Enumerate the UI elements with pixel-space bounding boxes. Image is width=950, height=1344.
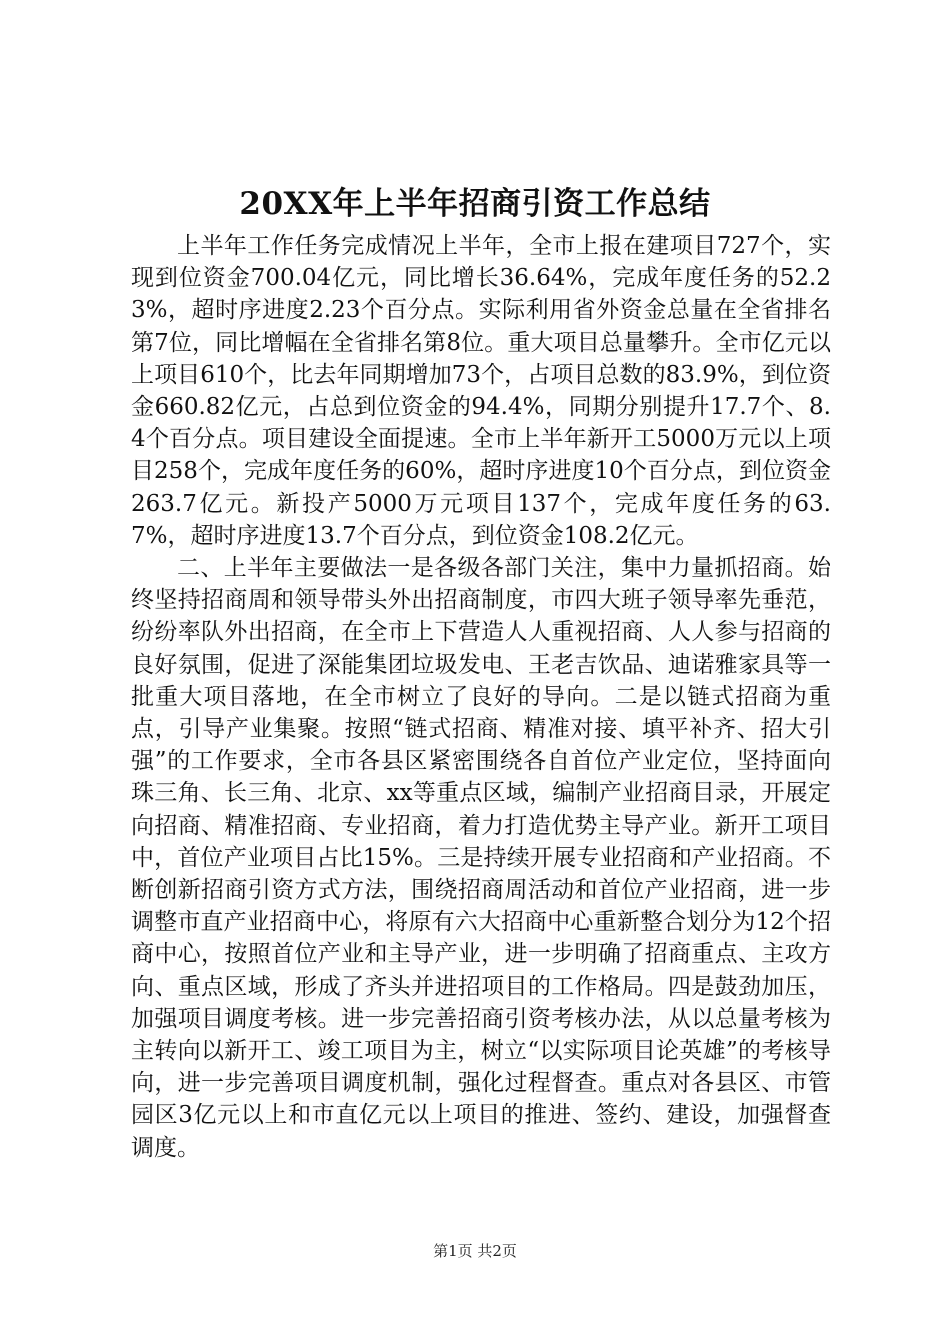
document-body <box>131 230 831 1164</box>
page-footer: 第1页 共2页 <box>433 1242 517 1260</box>
paragraph-progress-summary: 上半年工作任务完成情况上半年，全市上报在建项目727个，实现到位资金700.04亿元，同比增长36.64%，完成年度任务的52.23%，超时序进度2.23个百分点。实际利用省外资金总量在全省排名第7位，同比增幅在全省排名第8位。重大项目总量攀升。全市亿元以上项目610个，比去年同期增加73个，占项目总数的83.9%，到位资金660.82亿元，占总到位资金的94.4%，同期分别提升17.7个、8.4个百分点。项目建设全面提速。全市上半年新开工5000万元以上项目258个，完成年度任务的60%，超时序进度10个百分点，到位资金263.7亿元。新投产5000万元项目137个，完成年度任务的63.7%，超时序进度13.7个百分点，到位资金108.2亿元。 <box>131 233 831 549</box>
paragraph-main-practices: 二、上半年主要做法一是各级各部门关注，集中力量抓招商。始终坚持招商周和领导带头外出招商制度，市四大班子领导率先垂范，纷纷率队外出招商，在全市上下营造人人重视招商、人人参与招商的良好氛围，促进了深能集团垃圾发电、王老吉饮品、迪诺雅家具等一批重大项目落地，在全市树立了良好的导向。二是以链式招商为重点，引导产业集聚。按照“链式招商、精准对接、填平补齐、招大引强”的工作要求，全市各县区紧密围绕各自首位产业定位，坚持面向珠三角、长三角、北京、xx等重点区域，编制产业招商目录，开展定向招商、精准招商、专业招商，着力打造优势主导产业。新开工项目中，首位产业项目占比15%。三是持续开展专业招商和产业招商。不断创新招商引资方式方法，围绕招商周活动和首位产业招商，进一步调整市直产业招商中心，将原有六大招商中心重新整合划分为12个招商中心，按照首位产业和主导产业，进一步明确了招商重点、主攻方向、重点区域，形成了齐头并进招项目的工作格局。四是鼓劲加压，加强项目调度考核。进一步完善招商引资考核办法，从以总量考核为主转向以新开工、竣工项目为主，树立“以实际项目论英雄”的考核导向，进一步完善项目调度机制，强化过程督查。重点对各县区、市管园区3亿元以上和市直亿元以上项目的推进、签约、建设，加强督查调度。 <box>131 555 831 1161</box>
document-title: 20XX年上半年招商引资工作总结 <box>239 186 711 222</box>
